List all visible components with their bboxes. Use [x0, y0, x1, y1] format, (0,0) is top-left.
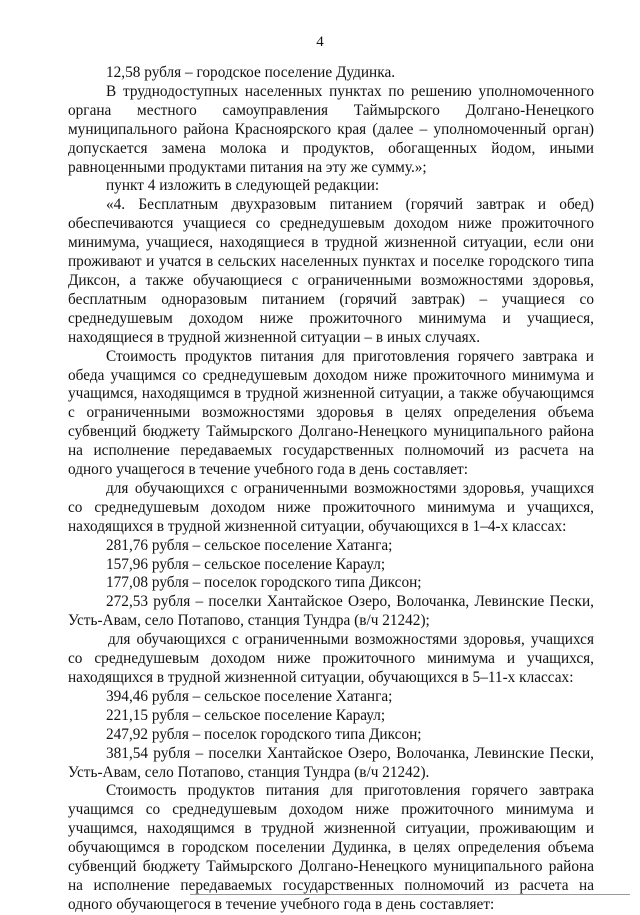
list-item-rate: 394,46 рубля – сельское поселение Хатанга;	[106, 687, 393, 705]
list-item-rate: 272,53 рубля – поселки Хантайское Озеро, Волочанка, Левинские Пески, Усть-Авам, село Потапово, станция Тундра (в/ч 21242);	[68, 593, 594, 630]
list-item-rate: 221,15 рубля – сельское поселение Караул;	[106, 706, 386, 724]
page-number: 4	[316, 34, 324, 50]
list-item-rate: 157,96 рубля – сельское поселение Караул;	[106, 555, 386, 573]
paragraph-grades-5-11-intro: для обучающихся с ограниченными возможностями здоровья, учащихся со среднедушевым доходом ниже прожиточного минимума и учащихся, находящихся в трудной жизненной ситуации, обучающихся в 5–11-х классах:	[68, 631, 594, 686]
list-item-rate: 281,76 рубля – сельское поселение Хатанга;	[106, 536, 393, 554]
paragraph-clause-4-intro: пункт 4 изложить в следующей редакции:	[106, 177, 380, 195]
paragraph-grades-1-4-intro: для обучающихся с ограниченными возможностями здоровья, учащихся со среднедушевым доходом ниже прожиточного минимума и учащихся, находящихся в трудной жизненной ситуации, обучающихся в 1–4-х классах:	[68, 479, 594, 535]
paragraph-remote-settlements-substitution: В труднодоступных населенных пунктах по решению уполномоченного органа местного самоуправления Таймырского Долгано-Ненецкого муниципального района Красноярского края (далее – уполномоченный орган) допускается замена молока и продуктов, обогащенных йодом, иными равноценными продуктами питания на эту же сумму.»;	[68, 82, 594, 176]
paragraph-cost-breakfast-lunch: Стоимость продуктов питания для приготовления горячего завтрака и обеда учащимся со среднедушевым доходом ниже прожиточного минимума и учащимся, находящимся в трудной жизненной ситуации, а также обучающимся с ограниченными возможностями здоровья в целях определения объема субвенций бюджету Таймырского Долгано-Ненецкого муниципального района на исполнение передаваемых государственных полномочий из расчета на одного учащегося в течение учебного года в день составляет:	[68, 347, 594, 479]
list-item-rate: 247,92 рубля – поселок городского типа Диксон;	[106, 725, 422, 743]
bottom-rule	[190, 894, 630, 895]
paragraph-dudinka-rate: 12,58 рубля – городское поселение Дудинка.	[106, 64, 396, 81]
list-item-rate: 381,54 рубля – поселки Хантайское Озеро, Волочанка, Левинские Пески, Усть-Авам, село Потапово, станция Тундра (в/ч 21242).	[68, 744, 594, 781]
paragraph-cost-breakfast-dudinka: Стоимость продуктов питания для приготовления горячего завтрака учащимся со среднедушевым доходом ниже прожиточного минимума и учащимся, находящимся в трудной жизненной ситуации, проживающим и обучающимся в городском поселении Дудинка, в целях определения объема субвенций бюджету Таймырского Долгано-Ненецкого муниципального района на исполнение передаваемых государственных полномочий из расчета на одного обучающегося в течение учебного года в день составляет:	[68, 782, 594, 913]
document-body	[68, 64, 594, 915]
paragraph-clause-4-free-meals: «4. Бесплатным двухразовым питанием (горячий завтрак и обед) обеспечиваются учащиеся со среднедушевым доходом ниже прожиточного минимума, учащиеся, находящиеся в трудной жизненной ситуации, если они проживают и учатся в сельских населенных пунктах и поселке городского типа Диксон, а также обучающиеся с ограниченными возможностями здоровья, бесплатным одноразовым питанием (горячий завтрак) – учащиеся со среднедушевым доходом ниже прожиточного минимума и учащиеся, находящиеся в трудной жизненной ситуации – в иных случаях.	[68, 196, 594, 346]
list-item-rate: 177,08 рубля – поселок городского типа Диксон;	[106, 574, 422, 592]
